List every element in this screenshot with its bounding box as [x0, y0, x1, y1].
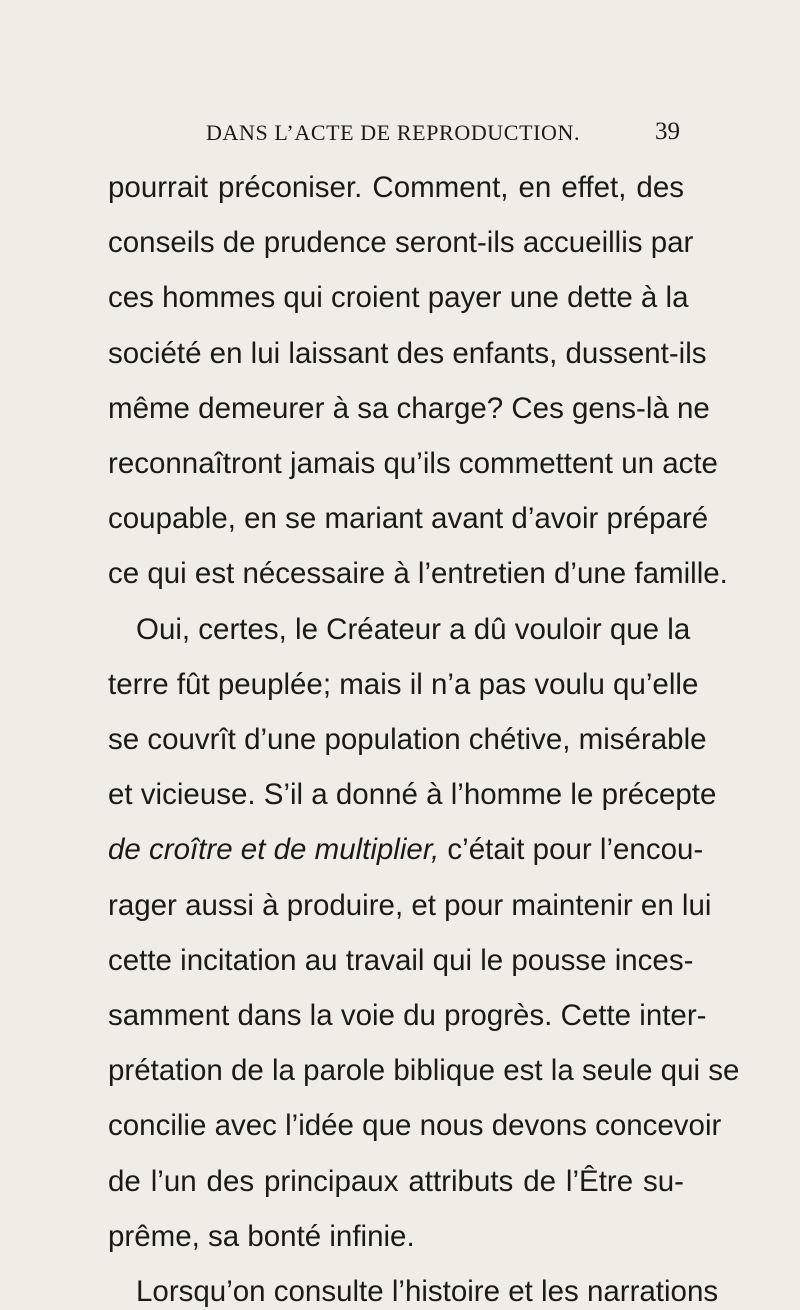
text-line: terre fût peuplée; mais il n’a pas voulu qu’elle — [108, 668, 699, 701]
text-line: coupable, en se mariant avant d’avoir préparé — [108, 502, 709, 535]
running-title: DANS L’ACTE DE REPRODUCTION. — [206, 120, 581, 145]
italic-phrase: de croître et de multiplier, — [108, 833, 440, 866]
text-line: cette incitation au travail qui le pousse inces- — [108, 944, 694, 977]
page-number: 39 — [655, 118, 680, 145]
text-line: de l’un des principaux attributs de l’Être su- — [108, 1165, 684, 1198]
text-line: Oui, certes, le Créateur a dû vouloir que la — [136, 613, 691, 646]
text-line: rager aussi à produire, et pour maintenir en lui — [108, 889, 712, 922]
text-line: concilie avec l’idée que nous devons concevoir — [108, 1109, 722, 1142]
text-line: société en lui laissant des enfants, dussent-ils — [108, 337, 707, 370]
text-line: samment dans la voie du progrès. Cette inter- — [108, 999, 707, 1032]
text-line: pourrait préconiser. Comment, en effet, des — [108, 171, 684, 204]
text-line-rest: c’était pour l’encou- — [447, 833, 704, 866]
text-line: ce qui est nécessaire à l’entretien d’une famille. — [108, 557, 728, 590]
text-line: prême, sa bonté infinie. — [108, 1220, 415, 1253]
text-line: reconnaîtront jamais qu’ils commettent un acte — [108, 447, 718, 480]
text-line-with-italic — [108, 832, 704, 868]
text-line: conseils de prudence seront-ils accueillis par — [108, 226, 694, 259]
text-line: Lorsqu’on consulte l’histoire et les narrations — [136, 1275, 719, 1308]
text-line: se couvrît d’une population chétive, misérable — [108, 723, 707, 756]
text-line: et vicieuse. S’il a donné à l’homme le précepte — [108, 778, 717, 811]
running-head — [206, 118, 680, 150]
text-line: même demeurer à sa charge? Ces gens-là ne — [108, 392, 710, 425]
text-line: prétation de la parole biblique est la seule qui se — [108, 1054, 740, 1087]
text-line: ces hommes qui croient payer une dette à la — [108, 281, 689, 314]
